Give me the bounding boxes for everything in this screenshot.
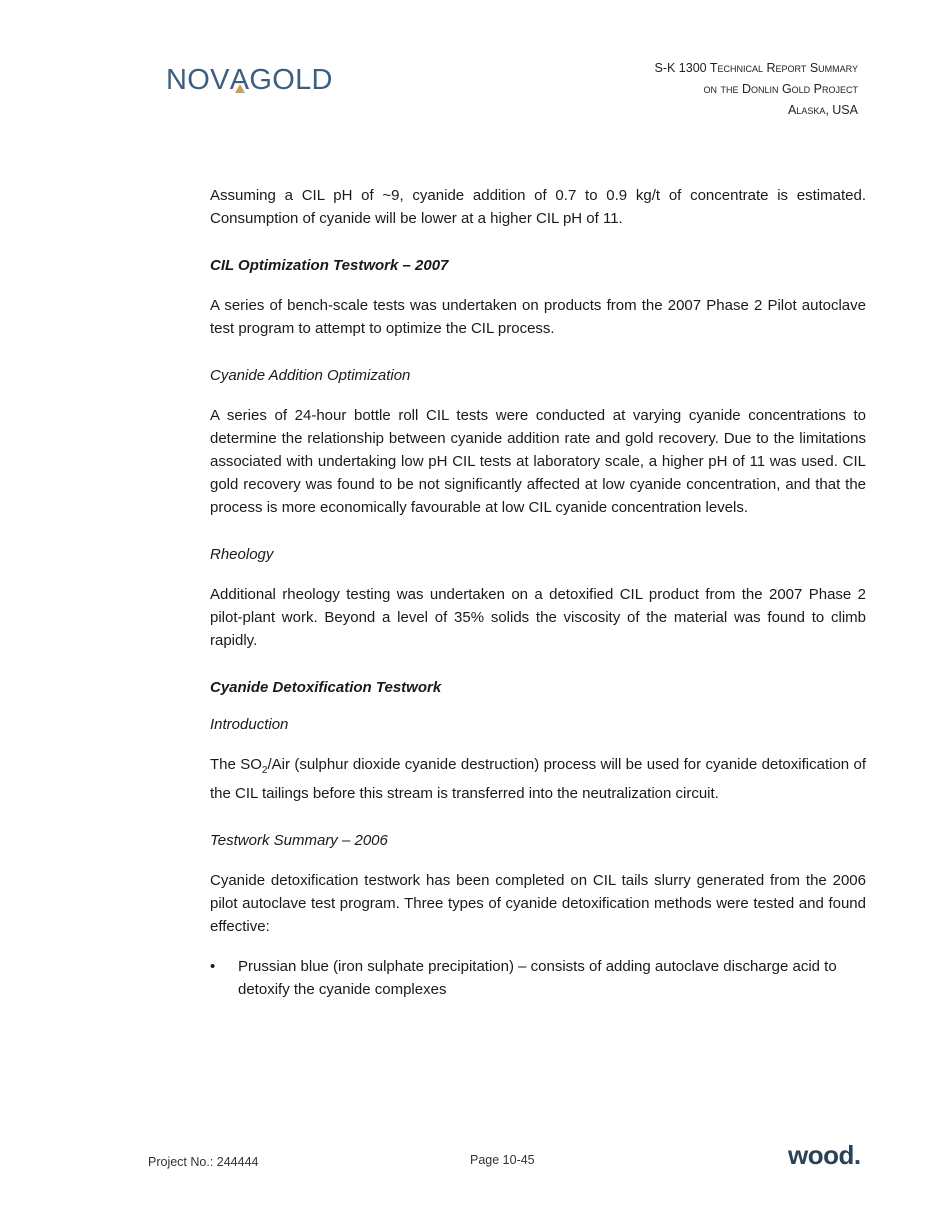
paragraph-so2-air — [210, 753, 866, 805]
bullet-text: Prussian blue (iron sulphate precipitation) – consists of adding autoclave discharge acid to detoxify the cyanide complexes — [238, 958, 837, 998]
project-number: Project No.: 244444 — [148, 1155, 259, 1169]
bullet-dot: • — [210, 958, 216, 975]
heading-cyanide-detox: Cyanide Detoxification Testwork — [210, 679, 442, 696]
logo-triangle-icon — [235, 84, 245, 93]
header-line-3: Alaska, USA — [787, 103, 858, 117]
header-line-1: S-K 1300 Technical Report Summary — [654, 61, 858, 75]
paragraph-detox-testwork: Cyanide detoxification testwork has been completed on CIL tails slurry generated from the 2006 pilot autoclave test program. Three types of cyanide detoxification methods were tested and found effective: — [210, 872, 866, 935]
heading-introduction: Introduction — [210, 716, 289, 733]
novagold-logo — [166, 64, 333, 97]
logo-a-letter: A — [229, 64, 250, 96]
paragraph-bench-scale: A series of bench-scale tests was undertaken on products from the 2007 Phase 2 Pilot autoclave test program to attempt to optimize the CIL process. — [210, 297, 866, 337]
so2-prefix: The SO — [210, 756, 262, 773]
so2-rest: /Air (sulphur dioxide cyanide destruction) process will be used for cyanide detoxification of the CIL tailings before this stream is transferred into the neutralization circuit. — [210, 756, 867, 802]
document-body — [210, 184, 866, 1001]
list-item — [210, 955, 866, 1001]
logo-a-mark — [230, 64, 250, 97]
page-number: Page 10-45 — [470, 1153, 535, 1167]
heading-rheology: Rheology — [210, 546, 274, 563]
heading-testwork-summary: Testwork Summary – 2006 — [210, 832, 388, 849]
logo-text-1: NOV — [166, 64, 230, 96]
heading-cil-optimization: CIL Optimization Testwork – 2007 — [210, 257, 449, 274]
report-header — [655, 58, 859, 121]
header-line-2: on the Donlin Gold Project — [703, 82, 858, 96]
paragraph-rheology: Additional rheology testing was undertaken on a detoxified CIL product from the 2007 Phase 2 pilot-plant work. Beyond a level of 35% solids the viscosity of the material was found to climb rapidly. — [210, 586, 866, 649]
paragraph-cyanide-addition: Assuming a CIL pH of ~9, cyanide addition of 0.7 to 0.9 kg/t of concentrate is estimated. Consumption of cyanide will be lower at a higher CIL pH of 11. — [210, 187, 866, 227]
heading-cyanide-addition-optimization: Cyanide Addition Optimization — [210, 367, 411, 384]
wood-logo: wood. — [788, 1140, 861, 1170]
logo-text-2: GOLD — [249, 64, 333, 96]
so2-subscript: 2 — [261, 765, 268, 776]
paragraph-bottle-roll: A series of 24-hour bottle roll CIL tests were conducted at varying cyanide concentrations to determine the relationship between cyanide addition rate and gold recovery. Due to the limitations associated with undertaking low pH CIL tests at laboratory scale, a higher pH of 11 was used. CIL gold recovery was found to be not significantly affected at low cyanide concentration, and that the process is more economically favourable at low CIL cyanide concentration levels. — [210, 407, 866, 516]
